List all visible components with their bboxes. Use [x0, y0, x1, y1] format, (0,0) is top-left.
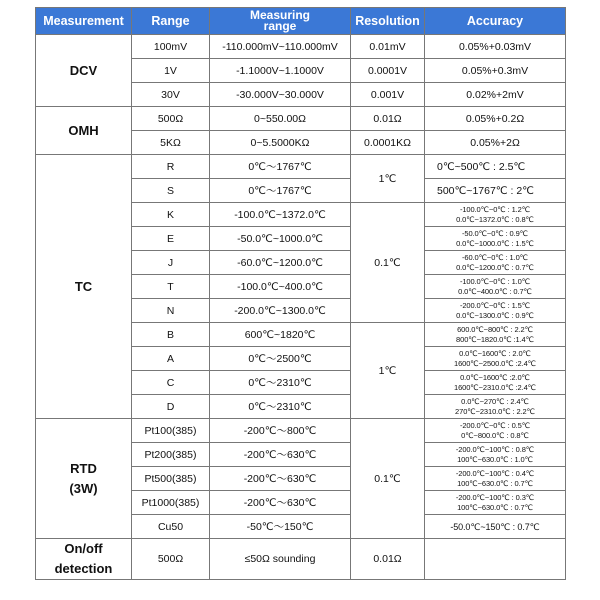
range-cell: 100mV — [132, 35, 210, 59]
measuring-cell: -50.0℃~1000.0℃ — [210, 227, 351, 251]
range-cell: K — [132, 203, 210, 227]
resolution-cell: 0.1℃ — [351, 203, 425, 323]
range-cell: D — [132, 395, 210, 419]
accuracy-line: 1600℃~2310.0℃ :2.4℃ — [454, 382, 536, 392]
accuracy-line: -200.0℃~100℃ : 0.4℃ — [455, 468, 535, 478]
accuracy-cell: 0.05%+0.03mV — [425, 35, 566, 59]
measuring-cell: -100.0℃~1372.0℃ — [210, 203, 351, 227]
accuracy-cell: -50.0℃~150℃ : 0.7℃ — [425, 515, 566, 539]
accuracy-cell: 0℃~500℃ : 2.5℃ — [425, 155, 566, 179]
measuring-cell: 0℃～2310℃ — [210, 395, 351, 419]
accuracy-cell — [425, 539, 566, 580]
range-cell: 500Ω — [132, 107, 210, 131]
accuracy-cell: 0.05%+0.2Ω — [425, 107, 566, 131]
resolution-cell: 0.01Ω — [351, 539, 425, 580]
measuring-cell: 0℃～1767℃ — [210, 179, 351, 203]
measuring-cell: 0~550.00Ω — [210, 107, 351, 131]
accuracy-line: -100.0℃~0℃ : 1.0℃ — [459, 276, 531, 286]
accuracy-cell — [425, 299, 566, 323]
measuring-cell: -50℃～150℃ — [210, 515, 351, 539]
range-cell: B — [132, 323, 210, 347]
accuracy-line: 0.0℃~1200.0℃ : 0.7℃ — [456, 262, 534, 272]
accuracy-cell — [425, 323, 566, 347]
measuring-cell: ≤50Ω sounding — [210, 539, 351, 580]
accuracy-cell — [425, 371, 566, 395]
group-label-onoff-line1: On/off — [64, 541, 103, 556]
range-cell: J — [132, 251, 210, 275]
measuring-cell: -200℃～630℃ — [210, 467, 351, 491]
table-row — [36, 107, 566, 131]
accuracy-line: -50.0℃~0℃ : 0.9℃ — [462, 228, 528, 238]
measuring-cell: 0℃～1767℃ — [210, 155, 351, 179]
header-measuring-range — [210, 8, 351, 35]
measuring-cell: 0~5.5000KΩ — [210, 131, 351, 155]
accuracy-line: 100℃~630.0℃ : 0.7℃ — [457, 502, 533, 512]
accuracy-cell — [425, 419, 566, 443]
accuracy-line: 0.0℃~270℃ : 2.4℃ — [461, 396, 529, 406]
table-row — [36, 539, 566, 580]
accuracy-cell: 0.05%+0.3mV — [425, 59, 566, 83]
measuring-cell: -60.0℃~1200.0℃ — [210, 251, 351, 275]
accuracy-line: -60.0℃~0℃ : 1.0℃ — [462, 252, 528, 262]
accuracy-cell: 500℃~1767℃ : 2℃ — [425, 179, 566, 203]
resolution-cell: 0.0001KΩ — [351, 131, 425, 155]
range-cell: C — [132, 371, 210, 395]
accuracy-line: 0℃~800.0℃ : 0.8℃ — [461, 430, 529, 440]
measuring-cell: 600℃~1820℃ — [210, 323, 351, 347]
resolution-cell: 0.1℃ — [351, 419, 425, 539]
table-row — [36, 419, 566, 443]
table-row — [36, 155, 566, 179]
measuring-cell: -200℃～800℃ — [210, 419, 351, 443]
accuracy-line: 0.0℃~400.0℃ : 0.7℃ — [458, 286, 532, 296]
accuracy-line: -100.0℃~0℃ : 1.2℃ — [459, 204, 531, 214]
header-measuring-line2: range — [263, 19, 297, 33]
group-label-rtd-line1: RTD — [70, 460, 97, 476]
range-cell: 5KΩ — [132, 131, 210, 155]
accuracy-cell — [425, 443, 566, 467]
group-label-rtd — [36, 419, 132, 539]
group-label-tc: TC — [36, 155, 132, 419]
range-cell: A — [132, 347, 210, 371]
range-cell: T — [132, 275, 210, 299]
group-label-omh: OMH — [36, 107, 132, 155]
range-cell: E — [132, 227, 210, 251]
header-measurement: Measurement — [36, 8, 132, 35]
range-cell: Cu50 — [132, 515, 210, 539]
accuracy-cell — [425, 347, 566, 371]
accuracy-line: 600.0℃~800℃ : 2.2℃ — [457, 324, 533, 334]
specification-table — [35, 7, 566, 580]
accuracy-cell — [425, 467, 566, 491]
accuracy-line: 100℃~630.0℃ : 1.0℃ — [457, 454, 533, 464]
accuracy-cell — [425, 491, 566, 515]
accuracy-line: 0.0℃~1600℃ :2.0℃ — [460, 372, 530, 382]
accuracy-cell: 0.02%+2mV — [425, 83, 566, 107]
range-cell: 30V — [132, 83, 210, 107]
accuracy-line: 0.0℃~1600℃ : 2.0℃ — [459, 348, 531, 358]
range-cell: Pt200(385) — [132, 443, 210, 467]
range-cell: S — [132, 179, 210, 203]
accuracy-cell — [425, 275, 566, 299]
resolution-cell: 0.0001V — [351, 59, 425, 83]
accuracy-cell — [425, 395, 566, 419]
accuracy-line: 0.0℃~1300.0℃ : 0.9℃ — [456, 310, 534, 320]
resolution-cell: 1℃ — [351, 323, 425, 419]
accuracy-line: 800℃~1820.0℃ :1.4℃ — [456, 334, 534, 344]
accuracy-line: 1600℃~2500.0℃ :2.4℃ — [454, 358, 536, 368]
resolution-cell: 0.01Ω — [351, 107, 425, 131]
accuracy-line: -200.0℃~100℃ : 0.3℃ — [455, 492, 535, 502]
accuracy-cell — [425, 251, 566, 275]
accuracy-line: 0.0℃~1000.0℃ : 1.5℃ — [456, 238, 534, 248]
range-cell: R — [132, 155, 210, 179]
measuring-cell: -200℃～630℃ — [210, 443, 351, 467]
group-label-onoff-line2: detection — [54, 561, 113, 576]
measuring-cell: -100.0℃~400.0℃ — [210, 275, 351, 299]
accuracy-line: -200.0℃~0℃ : 1.5℃ — [459, 300, 531, 310]
range-cell: 500Ω — [132, 539, 210, 580]
resolution-cell: 1℃ — [351, 155, 425, 203]
accuracy-cell: 0.05%+2Ω — [425, 131, 566, 155]
accuracy-line: -200.0℃~100℃ : 0.8℃ — [455, 444, 535, 454]
accuracy-line: 100℃~630.0℃ : 0.7℃ — [457, 478, 533, 488]
range-cell: Pt100(385) — [132, 419, 210, 443]
group-label-rtd-line2: (3W) — [69, 480, 98, 496]
accuracy-cell — [425, 227, 566, 251]
measuring-cell: -200.0℃~1300.0℃ — [210, 299, 351, 323]
header-range: Range — [132, 8, 210, 35]
accuracy-line: 270℃~2310.0℃ : 2.2℃ — [455, 406, 535, 416]
range-cell: 1V — [132, 59, 210, 83]
measuring-cell: -110.000mV~110.000mV — [210, 35, 351, 59]
measuring-cell: -30.000V~30.000V — [210, 83, 351, 107]
resolution-cell: 0.001V — [351, 83, 425, 107]
range-cell: Pt1000(385) — [132, 491, 210, 515]
accuracy-cell — [425, 203, 566, 227]
measuring-cell: 0℃～2500℃ — [210, 347, 351, 371]
table-row — [36, 35, 566, 59]
group-label-onoff — [36, 539, 132, 580]
range-cell: Pt500(385) — [132, 467, 210, 491]
header-resolution: Resolution — [351, 8, 425, 35]
accuracy-line: -200.0℃~0℃ : 0.5℃ — [459, 420, 531, 430]
header-row — [36, 8, 566, 35]
resolution-cell: 0.01mV — [351, 35, 425, 59]
header-measuring-line1: Measuring — [249, 8, 310, 22]
measuring-cell: -1.1000V~1.1000V — [210, 59, 351, 83]
measuring-cell: 0℃～2310℃ — [210, 371, 351, 395]
group-label-dcv: DCV — [36, 35, 132, 107]
header-accuracy: Accuracy — [425, 8, 566, 35]
range-cell: N — [132, 299, 210, 323]
accuracy-line: 0.0℃~1372.0℃ : 0.8℃ — [456, 214, 534, 224]
measuring-cell: -200℃～630℃ — [210, 491, 351, 515]
